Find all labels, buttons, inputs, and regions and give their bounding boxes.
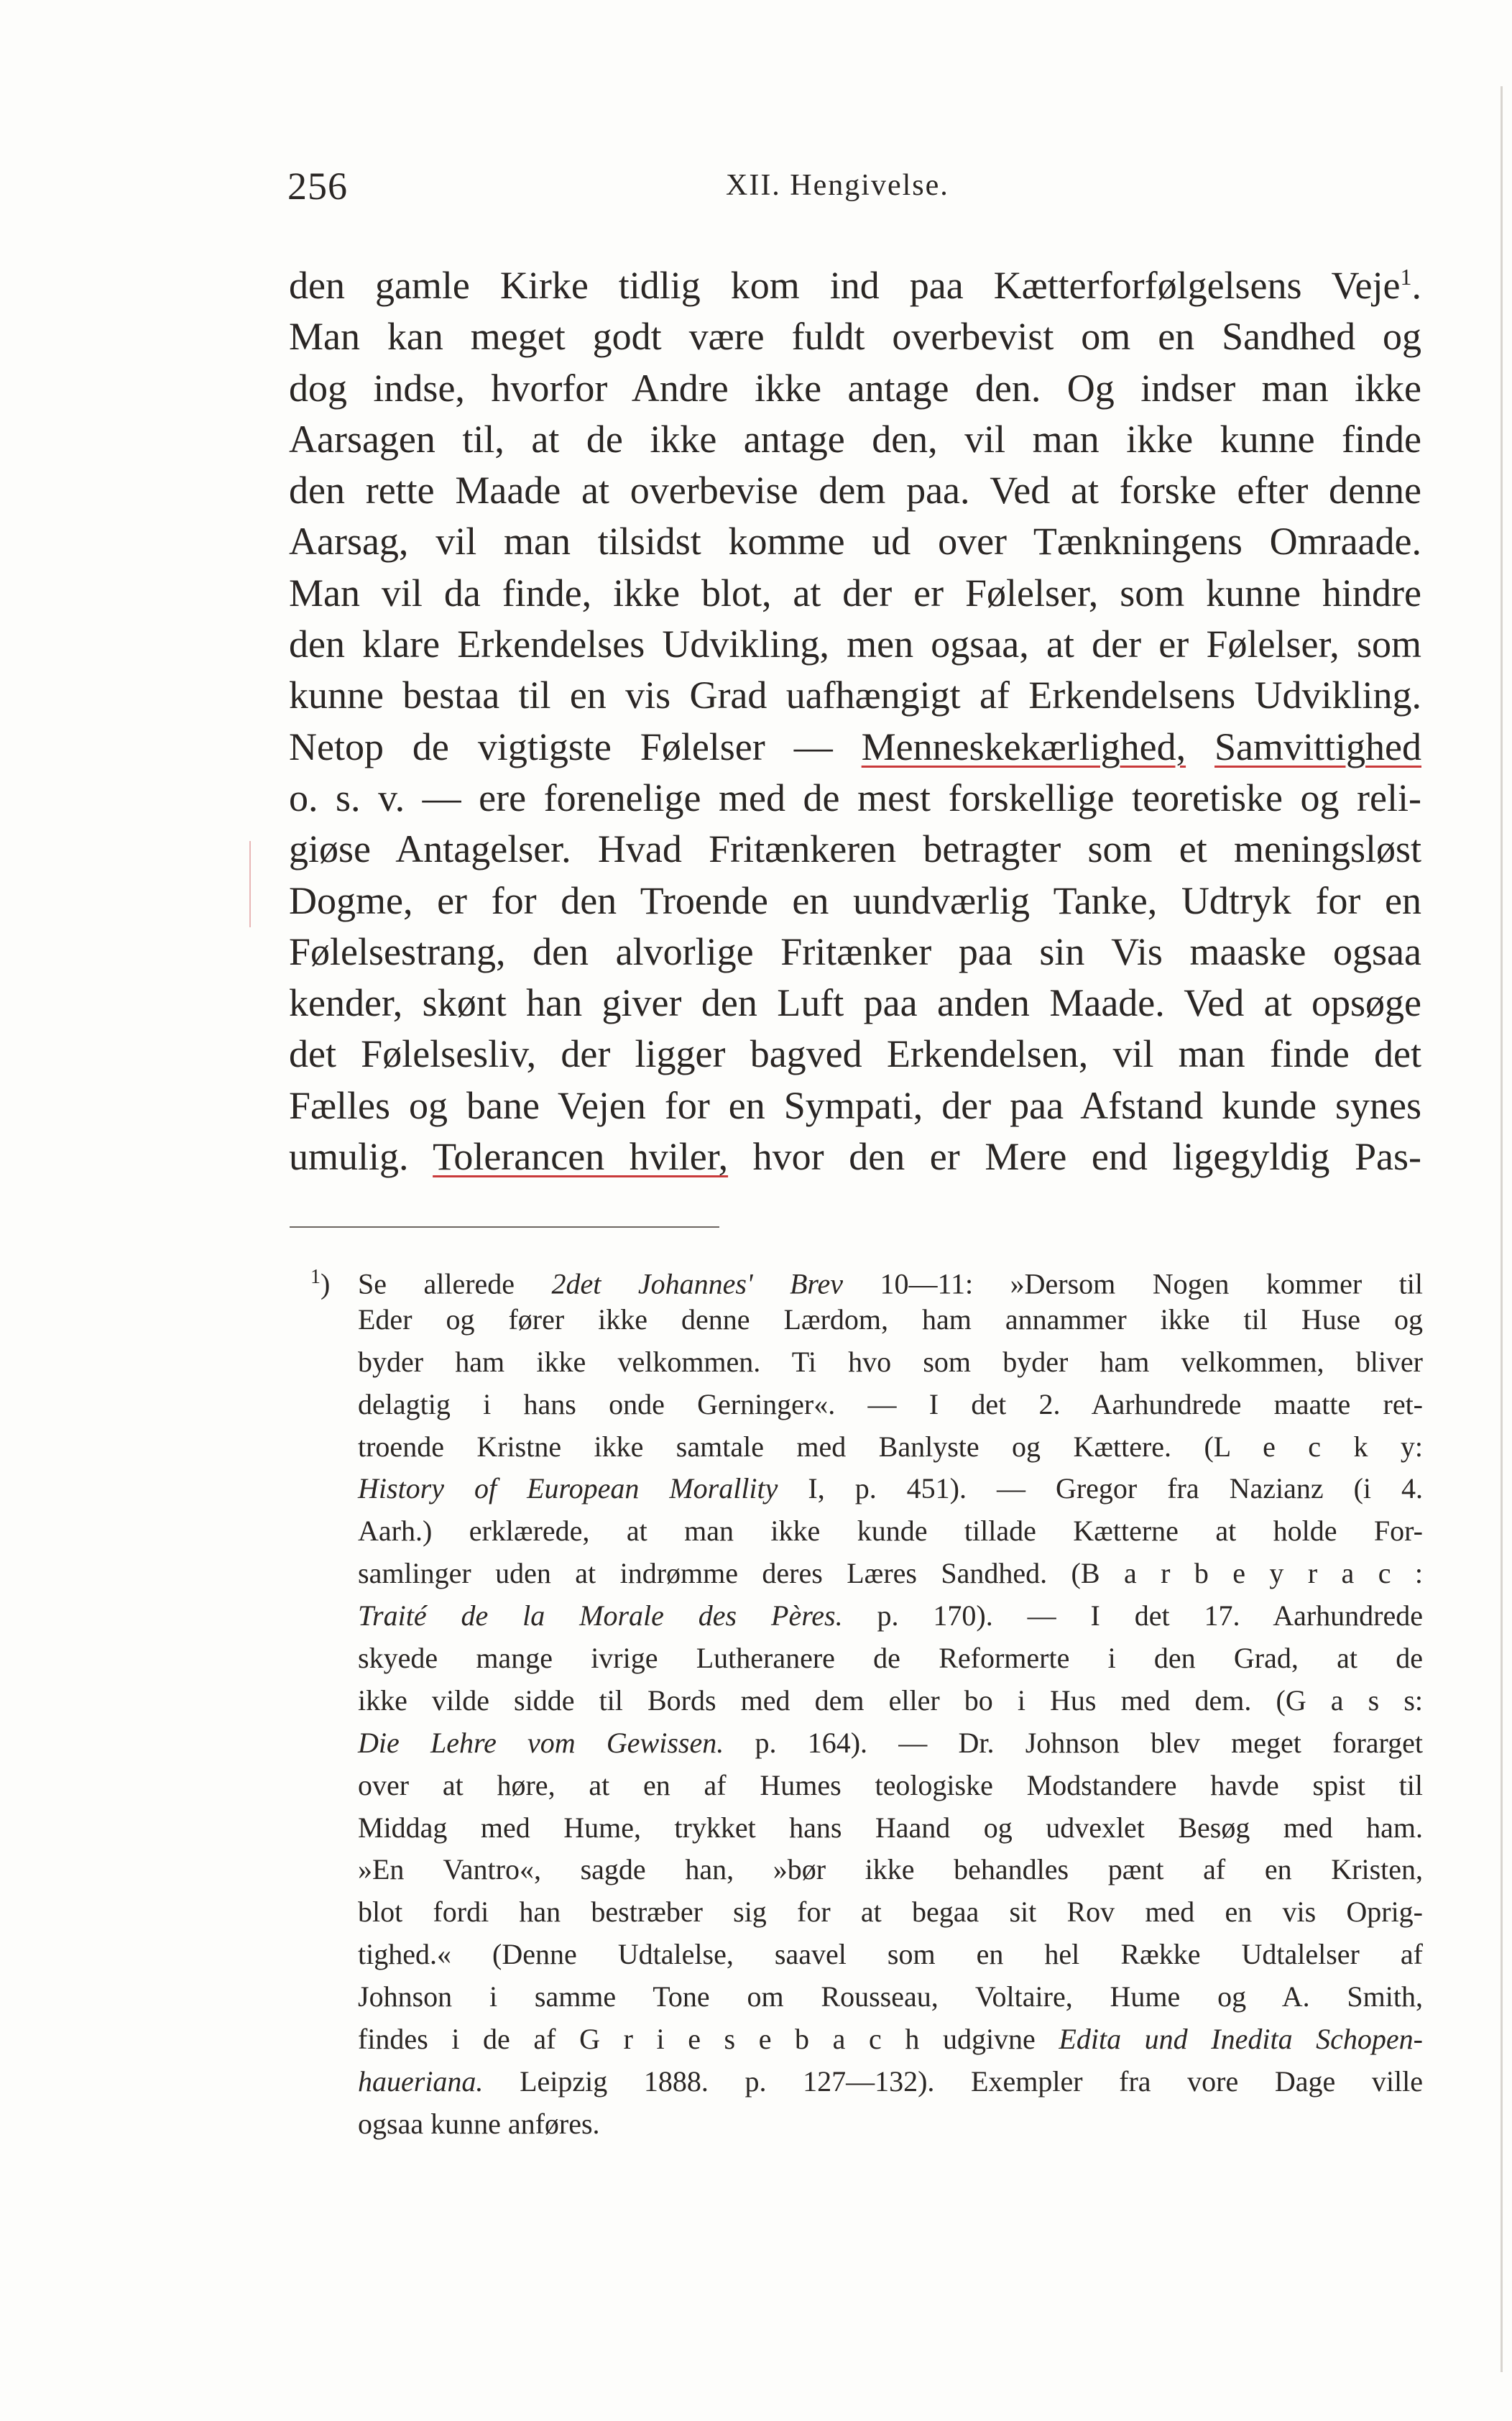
- footnote-line: skyede mange ivrige Lutheranere de Reformerte i den Grad, at de: [358, 1642, 1423, 1675]
- footnote-line: haueriana. Leipzig 1888. p. 127—132). Exempler fra vore Dage ville: [358, 2064, 1423, 2098]
- underlined-phrase: Samvittighed: [1214, 725, 1421, 768]
- footnote-line: »En Vantro«, sagde han, »bør ikke behandles pænt af en Kristen,: [358, 1853, 1423, 1886]
- text-line: Aarsagen til, at de ikke antage den, vil man ikke kunne finde: [289, 417, 1421, 461]
- footnote-rule: [290, 1226, 719, 1228]
- footnote-line: Traité de la Morale des Pères. p. 170). — I det 17. Aarhundrede: [358, 1599, 1423, 1632]
- text-line: kunne bestaa til en vis Grad uafhængigt af Erkendelsens Udvikling.: [289, 674, 1421, 717]
- text-line: dog indse, hvorfor Andre ikke antage den. Og indser man ikke: [289, 366, 1421, 410]
- page-number: 256: [287, 165, 348, 208]
- text-line: umulig. Tolerancen hviler, hvor den er Mere end ligegyldig Pas-: [289, 1135, 1421, 1179]
- footnote-line: tighed.« (Denne Udtalelse, saavel som en hel Række Udtalelser af: [358, 1938, 1423, 1971]
- text-line: Aarsag, vil man tilsidst komme ud over Tænkningens Omraade.: [289, 520, 1421, 564]
- text-line: giøse Antagelser. Hvad Fritænkeren betragter som et meningsløst: [289, 827, 1421, 871]
- page-edge-line: [1501, 86, 1503, 2372]
- text-line: den rette Maade at overbevise dem paa. Ved at forske efter denne: [289, 469, 1421, 513]
- text-line: Fælles og bane Vejen for en Sympati, der paa Afstand kunde synes: [289, 1083, 1421, 1127]
- text-line: den gamle Kirke tidlig kom ind paa Kætterforfølgelsens Veje$^1$.: [289, 264, 1421, 307]
- footnote-line: $^1$) Se allerede 2det Johannes' Brev 10—11: »Dersom Nogen kommer til: [310, 1257, 1423, 1299]
- footnote: [310, 1257, 1423, 2146]
- underlined-phrase: Tolerancen hviler,: [433, 1135, 729, 1179]
- footnote-line: Aarh.) erklærede, at man ikke kunde tillade Kætterne at holde For-: [358, 1515, 1423, 1548]
- text-line: o. s. v. — ere forenelige med de mest forskellige teoretiske og reli-: [289, 776, 1421, 819]
- footnote-line: History of European Morallity I, p. 451). — Gregor fra Nazianz (i 4.: [358, 1472, 1423, 1505]
- footnote-line: Eder og fører ikke denne Lærdom, ham annammer ikke til Huse og: [358, 1303, 1423, 1336]
- footnote-line: blot fordi han bestræber sig for at begaa sit Rov med en vis Oprig-: [358, 1896, 1423, 1929]
- footnote-line: Middag med Hume, trykket hans Haand og udvexlet Besøg med ham.: [358, 1811, 1423, 1844]
- footnote-line: Die Lehre vom Gewissen. p. 164). — Dr. Johnson blev meget forarget: [358, 1726, 1423, 1759]
- text-line: Man kan meget godt være fuldt overbevist om en Sandhed og: [289, 315, 1421, 359]
- footnote-line: delagtig i hans onde Gerninger«. — I det 2. Aarhundrede maatte ret-: [358, 1387, 1423, 1420]
- footnote-line: Johnson i samme Tone om Rousseau, Voltaire, Hume og A. Smith,: [358, 1980, 1423, 2013]
- body-text: [289, 260, 1421, 1182]
- footnote-line: ikke vilde sidde til Bords med dem eller bo i Hus med dem. (G a s s:: [358, 1683, 1423, 1717]
- footnote-line: findes i de af G r i e s e b a c h udgivne Edita und Inedita Schopen-: [358, 2023, 1424, 2056]
- page-header: [287, 164, 1423, 214]
- footnote-line: ogsaa kunne anføres.: [358, 2107, 600, 2140]
- footnote-line: samlinger uden at indrømme deres Læres Sandhed. (B a r b e y r a c :: [358, 1557, 1423, 1590]
- footnote-line: over at høre, at en af Humes teologiske Modstandere havde spist til: [358, 1768, 1423, 1801]
- footnote-line: troende Kristne ikke samtale med Banlyste og Kættere. (L e c k y:: [358, 1430, 1423, 1463]
- running-head: XII. Hengivelse.: [726, 169, 949, 202]
- text-line: Man vil da finde, ikke blot, at der er Følelser, som kunne hindre: [289, 571, 1421, 615]
- text-line: kender, skønt han giver den Luft paa anden Maade. Ved at opsøge: [289, 981, 1421, 1025]
- text-line: den klare Erkendelses Udvikling, men ogsaa, at der er Følelser, som: [289, 623, 1421, 666]
- text-line: Dogme, er for den Troende en uundværlig Tanke, Udtryk for en: [289, 878, 1421, 922]
- underlined-phrase: Menneskekærlighed,: [861, 725, 1186, 768]
- margin-pencil-mark: [249, 841, 251, 927]
- footnote-ref: 1: [1400, 264, 1412, 290]
- text-line: Netop de vigtigste Følelser — Menneskekærlighed, Samvittighed: [289, 725, 1421, 768]
- footnote-line: byder ham ikke velkommen. Ti hvo som byder ham velkommen, bliver: [358, 1345, 1423, 1378]
- footnote-marker: $^1$): [310, 1266, 331, 1300]
- text-line: Følelsestrang, den alvorlige Fritænker paa sin Vis maaske ogsaa: [289, 929, 1421, 973]
- text-line: det Følelsesliv, der ligger bagved Erkendelsen, vil man finde det: [289, 1032, 1421, 1076]
